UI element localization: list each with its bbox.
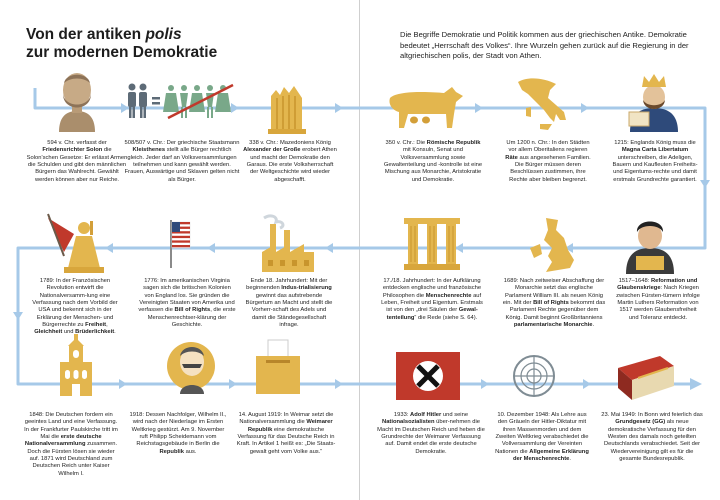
us-flag-icon <box>168 218 194 270</box>
emphasis-term: Reformation und Glaubenskriege <box>617 278 698 292</box>
citizens-equal-icon <box>126 82 238 120</box>
crossed-flag-icon <box>396 352 460 400</box>
emphasis-term: Adolf Hitler <box>410 412 442 418</box>
emphasis-term: Gewal-tenteilung <box>386 307 478 321</box>
emphasis-term: Magna Carta Libertatum <box>621 147 689 154</box>
emphasis-term: Weimarer Republik <box>247 419 333 433</box>
emphasis-term: Freiheit <box>85 322 107 329</box>
emphasis-term: Allgemeine Erklärung der Menschenrechte <box>512 448 589 463</box>
page-title: Von der antiken polis zur modernen Demokratie <box>26 26 218 61</box>
emphasis-term: Alexander der Große <box>243 147 301 154</box>
grundgesetz-book-icon <box>614 352 678 402</box>
caption-glorious-revolution: 1689: Nach zeitweiser Abschaffung der Monarchie setzt das englische Parlament William III. als neuen König ein. Mit der Bill of Rights bekommt das Parlament Rechte gegenüber dem König. Damit beginnt Großbritanniens parlamentarische Monarchie. <box>502 278 606 329</box>
caption-grundgesetz: 23. Mai 1949: In Bonn wird feierlich das Grundgesetz (GG) als neue demokratische Verfassung für den Westen des damals noch geteilten Deutschlands verabschiedet. Seit der Wiedervereinigung gilt es für die gesamte Bundesrepublik. <box>601 412 703 463</box>
caption-magna-carta: 1215: Englands König muss die Magna Carta Libertatum unterschreiben, die Adeligen, Bauern und Kaufleuten Freiheits- und Eigentums-rechte und damit erstmals Grundrechte garantiert. <box>612 140 698 183</box>
intro-text: Die Begriffe Demokratie und Politik kommen aus der griechischen Antike. Demokratie bedeutet „Herrschaft des Volkes“. Ihre Wurzeln gehen zurück auf die Regierung in der altgriechischen polis, der Stadt von Athen. <box>400 30 689 61</box>
caption-italian-councils: Um 1200 n. Chr.: In den Städten vor allem Oberitaliens regieren Räte aus angesehenen Familien. Die Bürger müssen deren Beschlüssen zustimmen, ihre Rechte aber bleiben begrenzt. <box>505 140 591 183</box>
emphasis-term: Grundgesetz (GG) <box>615 419 666 426</box>
caption-roman-republic: 350 v. Chr.: Die Römische Republik mit Konsuln, Senat und Volksversammlung sowie Gewaltenteilung und -kontrolle ist eine Mischung aus Monarchie, Aristokratie und Demokratie. <box>383 140 483 183</box>
emphasis-term: Römische Republik <box>426 140 481 146</box>
caption-weimar: 14. August 1919: In Weimar setzt die Nationalversammlung die Weimarer Republik eine demokratische Verfassung für das Deutsche Reich in Kraft. In Artikel 1 heißt es: „Die Staats-gewalt geht vom Volke aus.“ <box>236 412 336 455</box>
emphasis-term: Nationalsozialisten <box>382 419 435 426</box>
italy-map-icon <box>514 74 570 132</box>
solon-bust-icon <box>50 68 104 132</box>
emphasis-term: Republik <box>159 448 184 455</box>
emphasis-term: Bill of Rights <box>174 307 211 314</box>
broken-column-icon <box>264 76 310 134</box>
caption-alexander: 338 v. Chr.: Mazedoniens König Alexander der Große erobert Athen und macht der Demokratie den Garaus. Die erste Volksherrschaft der Weltgeschichte wird wieder abgeschafft. <box>243 140 337 183</box>
she-wolf-icon <box>384 84 466 130</box>
caption-american-independence: 1776: Im amerikanischen Virginia sagen sich die britischen Kolonien von England los. Sie gründen die Vereinigten Staaten von Amerika und verfassen die Bill of Rights, die erste Menschenrechtser-klärung der Geschichte. <box>138 278 236 329</box>
emphasis-term: parlamentarische Monarchie <box>513 322 593 329</box>
factory-icon <box>258 214 318 274</box>
caption-paulskirche: 1848: Die Deutschen fordern ein geeintes Land und eine Verfassung. In der Frankfurter Paulskirche tritt im Mai die erste deutsche Nationalversammlung zusammen. Doch die Fürsten lösen sie wieder auf. 1871 wird Deutschland zum Deutschen Reich unter Kaiser Wilhelm I. <box>24 412 118 477</box>
emphasis-term: Bill of Rights <box>533 300 569 307</box>
paulskirche-icon <box>56 332 96 398</box>
caption-enlightenment: 17./18. Jahrhundert: In der Aufklärung entdecken englische und französische Philosophen die Menschenrechte auf Leben, Freiheit und Eigentum. Erstmals ist von den „drei Säulen der Gewal-tenteilung“ die Rede (siehe S. 64). <box>381 278 483 321</box>
caption-kleisthenes: 508/507 v. Chr.: Der griechische Staatsmann Kleisthenes stellt alle Bürger rechtlich gleich. Jeder darf an Volksversammlungen teilnehmen und kann gewählt werden. Frauen, Auswärtige und Sklaven gelten nicht als Bürger. <box>124 140 240 183</box>
emphasis-term: Räte <box>505 154 518 161</box>
luther-icon <box>620 212 680 274</box>
three-columns-icon <box>402 216 462 272</box>
emphasis-term: Menschenrechte <box>425 292 472 299</box>
marianne-icon <box>44 212 110 274</box>
caption-french-revolution: 1789: In der Französischen Revolution entwirft die Nationalversamm-lung eine Verfassung nach dem Vorbild der USA und bekennt sich in der Erklärung der Menschen- und Bürgerrechte zu Freiheit, Gleichheit und Brüderlichkeit. <box>32 278 118 336</box>
emphasis-term: Kleisthenes <box>132 147 166 154</box>
emphasis-term: Gleichheit <box>34 329 63 336</box>
caption-reformation: 1517–1648: Reformation und Glaubenskriege: Nach Kriegen zwischen Fürsten-tümern infolge Martin Luthers Reformation von 1517 werden Glaubensfreiheit und Toleranz entdeckt. <box>616 278 700 321</box>
un-emblem-icon <box>512 354 556 398</box>
ballot-box-icon <box>252 336 304 396</box>
caption-industrialization: Ende 18. Jahrhundert: Mit der beginnenden Indus-trialisierung gewinnt das aufstrebende Bürgertum an Macht und stellt die Vorherr-schaft des Adels und damit die Ständegesellschaft infrage. <box>245 278 333 329</box>
emphasis-term: Friedensrichter Solon <box>42 147 103 154</box>
caption-republic-1918: 1918: Dessen Nachfolger, Wilhelm II., wird nach der Niederlage im Ersten Weltkrieg gestürzt. Am 9. November ruft Philipp Scheidemann vom Reichstagsgebäude in Berlin die Republik aus. <box>129 412 227 455</box>
king-john-icon <box>624 70 684 132</box>
scheidemann-icon <box>166 338 216 394</box>
emphasis-term: Brüderlichkeit <box>75 329 115 336</box>
britain-map-icon <box>528 216 578 276</box>
emphasis-term: Indus-trialisierung <box>281 285 332 292</box>
caption-un-human-rights: 10. Dezember 1948: Als Lehre aus den Gräueln der Hitler-Diktatur mit ihren Massenmorden und dem Zweiten Weltkrieg verabschiedet die Vollversammlung der Vereinten Nationen die Allgemeine Erklärung der Menschenrechte. <box>495 412 589 463</box>
caption-hitler-1933: 1933: Adolf Hitler und seine Nationalsozialisten über-nehmen die Macht im Deutschen Reich und heben die Grundrechte der Weimarer Verfassung auf. Damit endet die erste deutsche Demokratie. <box>377 412 485 455</box>
emphasis-term: erste deutsche Nationalversammlung <box>24 434 102 448</box>
caption-solon: 594 v. Chr. verfasst der Friedensrichter Solon die Solon'schen Gesetze: Er erlässt Armen die Schulden und gibt den männlichen Bürgern das Wahlrecht. Gewählt werden können aber nur Reiche. <box>26 140 128 183</box>
